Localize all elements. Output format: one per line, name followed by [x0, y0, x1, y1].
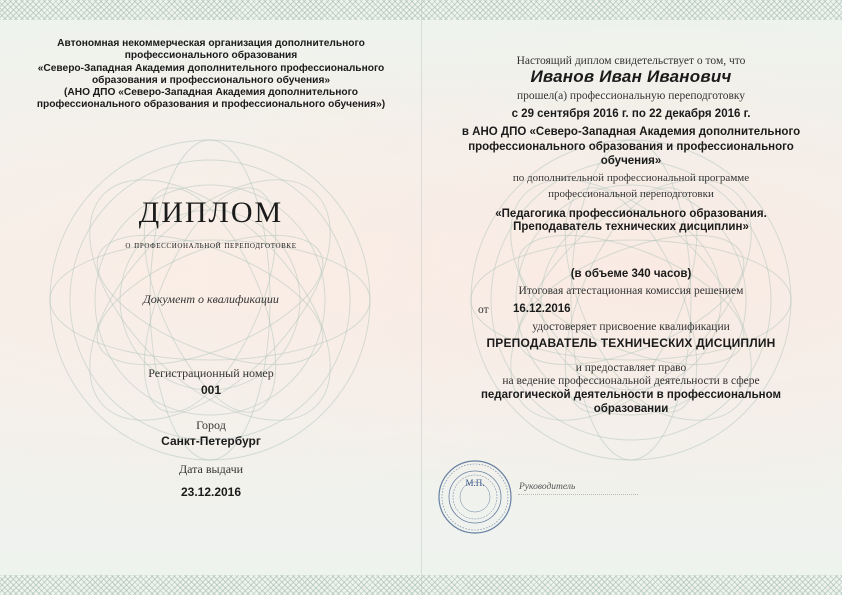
qualification-statement: удостоверяет присвоение квалификации [532, 321, 730, 333]
document-kind: Документ о квалификации [143, 292, 279, 306]
org-line: образования и профессионального обучения» [91, 74, 331, 86]
city-label: Город [196, 418, 226, 432]
stamp-place-label: М.П. [465, 478, 485, 488]
page-fold [421, 0, 422, 595]
official-stamp-icon [437, 459, 513, 535]
org-line: в АНО ДПО «Северо-Западная Академия дополнительного [461, 126, 801, 138]
sphere-line: педагогической деятельности в профессиональном [480, 389, 782, 401]
certificate-intro: Настоящий диплом свидетельствует о том, что [516, 55, 746, 67]
decision-date: 16.12.2016 [513, 303, 571, 315]
org-line: обучения» [600, 155, 662, 167]
completion-statement: прошел(а) профессиональную переподготовку [516, 90, 746, 102]
director-label: Руководитель [519, 482, 576, 492]
program-description-line: по дополнительной профессиональной программе [512, 172, 750, 184]
issue-date-label: Дата выдачи [178, 462, 244, 476]
decision-date-label: от [478, 304, 489, 316]
program-name [440, 208, 822, 234]
org-line: профессионального образования и профессионального обучения») [36, 99, 386, 111]
issue-date: 23.12.2016 [180, 485, 242, 499]
program-name-line: Преподаватель технических дисциплин» [513, 221, 749, 233]
diploma-subtitle: о профессиональной переподготовке [125, 240, 297, 251]
issuing-organization [20, 38, 402, 112]
professional-sphere [440, 388, 822, 416]
graduate-name: Иванов Иван Иванович [530, 67, 732, 86]
org-line: (АНО ДПО «Северо-Западная Академия дополнительного [64, 87, 358, 99]
diploma-title: ДИПЛОМ [138, 196, 284, 229]
city-value: Санкт-Петербург [161, 434, 261, 448]
org-line: профессионального образования и профессионального [468, 140, 794, 153]
program-name-line: «Педагогика профессионального образования. [495, 208, 767, 220]
org-line: Автономная некоммерческая организация дополнительного [57, 38, 365, 49]
registration-number-label: Регистрационный номер [148, 366, 274, 380]
training-organization [440, 125, 822, 169]
org-line: «Северо-Западная Академия дополнительного профессионального [37, 62, 385, 74]
commission-statement: Итоговая аттестационная комиссия решением [518, 285, 744, 297]
study-period: с 29 сентября 2016 г. по 22 декабря 2016 г. [511, 108, 751, 120]
program-description-line: профессиональной переподготовки [548, 188, 714, 200]
qualification-title: ПРЕПОДАВАТЕЛЬ ТЕХНИЧЕСКИХ ДИСЦИПЛИН [486, 336, 776, 350]
rights-statement: на ведение профессиональной деятельности в сфере [502, 375, 760, 387]
rights-statement: и предоставляет право [575, 362, 687, 374]
signature-line [518, 494, 638, 495]
program-volume: (в объеме 340 часов) [570, 268, 692, 280]
sphere-line: образовании [593, 403, 669, 415]
org-line: профессионального образования [124, 50, 298, 62]
registration-number: 001 [200, 383, 222, 397]
